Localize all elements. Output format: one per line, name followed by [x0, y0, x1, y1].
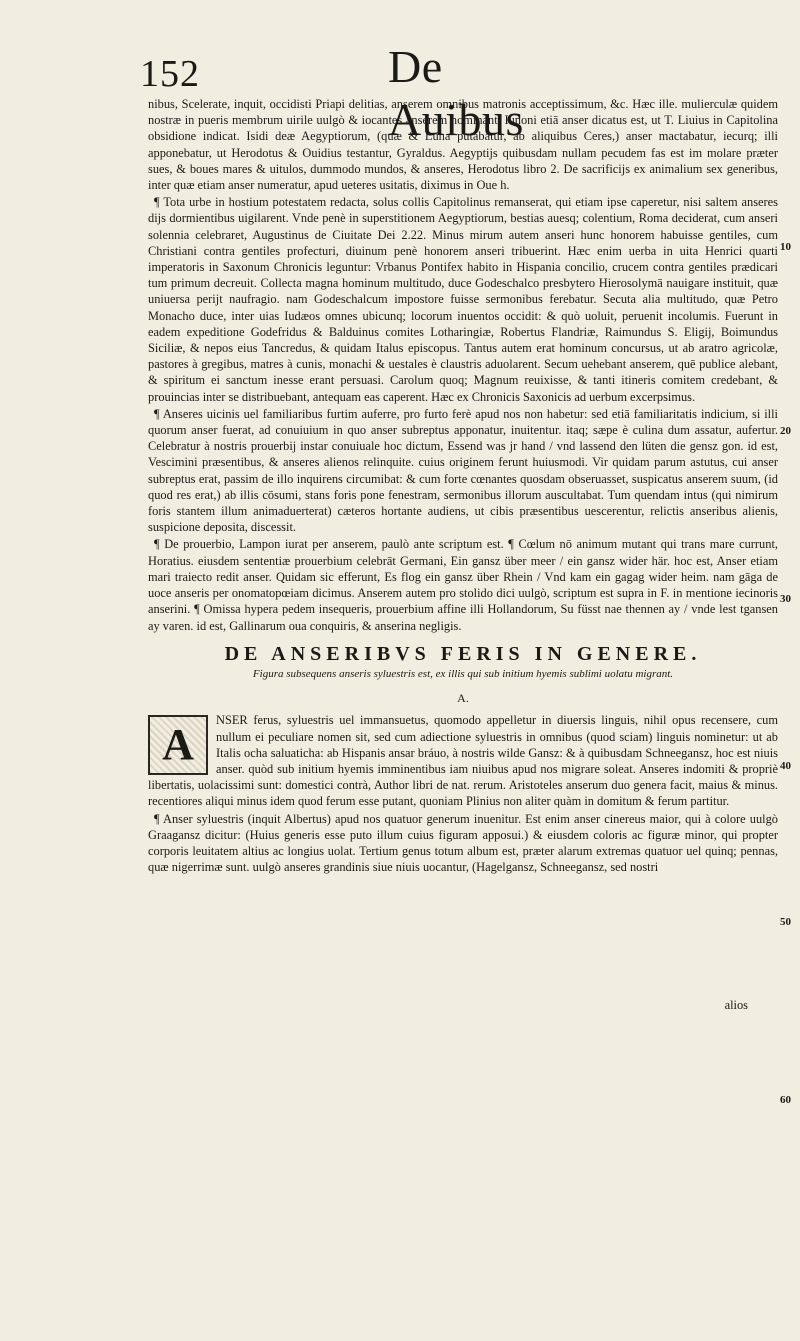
section-heading: DE ANSERIBVS FERIS IN GENERE.	[224, 642, 702, 665]
margin-number: 50	[780, 916, 791, 928]
margin-number: 40	[780, 760, 791, 772]
margin-number: 30	[780, 593, 791, 605]
paragraph: ¶ Tota urbe in hostium potestatem redacta, solus collis Capitolinus remanserat, qui etiam ipse caperetur, nisi saltem anseres dijs dormientibus uigilarent. Vnde penè in superstitionem Aegyptiorum, bestias auesq; colentium, Roma deciderat, cum anseri solennia celebraret, Augustinus de Ciuitate Dei 2.22. Minus mirum autem anseri hunc honorem habuisse gentiles, cum Christiani contra gentiles profecturi, diuinum penè honorem anseri tribuerint. Hæc enim uerba in uita Henrici quarti imperatoris in Saxonum Chronicis leguntur: Vrbanus Pontifex habito in Hispania concilio, crucem contra gentiles prædicari tum primum decreuit. Collecta magna hominum multitudo, duce Godeschalco presbytero Hierosolymā nauigare instituit, quæ uniuersa perijt naufragio. nam Godeschalcum impostore fuisse sermonibus ferebatur. Secuta alia multitudo, quæ Petro Monacho duce, inter uias Iudæos omnes ubicunq; locorum inuentos occidit: & quò uoluit, peruenit incolumis. Fuerunt in eadem expeditione Godefridus & Balduinus comites Lotharingiæ, Robertus Flandriæ, Raimundus S. Eligij, Boimundus Siciliæ, & nepos eius Tancredus, & quidam Italus episcopus. Tantus autem erat hominum concursus, ut ab aratro agricolæ, pastores à gregibus, matres à cunis, monachi & uestales è claustris aduolarent. Secum uehebant anserem, quē publice alebant, & spiritum ei sanctum inesse erant persuasi. Carolum quoq; Magnum reuixisse, & tanti itineris comitem credebant, & prouincias inter se distribuebant, antequam eas caperent. Hæc ex Chronicis Saxonicis ad uerbum excerpsimus.	[148, 195, 778, 404]
figure-label: A.	[457, 691, 469, 706]
page-header	[140, 40, 580, 145]
margin-number: 20	[780, 425, 791, 437]
paragraph: nibus, Scelerate, inquit, occidisti Priapi delitias, anserem omnibus matronis acceptissimum, &c. Hæc ille. mulierculæ quidem nostræ in pueris membrum uirile uulgò & iocantes anserem nominant. Iunoni etiā anser dicatus est, ut T. Liuius in Capitolina obsidione indicat. Isidi deæ Aegyptiorum, (quæ & Luna putabatur, ab aliquibus Ceres,) anser mactabatur, iecurq; illi apponebatur, ut Herodotus & Ouidius testantur, Gyraldus. Aegyptijs quibusdam nullam pecudem fas est im molare præter sues, & boues mares & uitulos, dummodo mundos, & anseres, Herodotus libro 2. De sacrificijs ex animalium sex generibus, inter quæ etiam anser numeratur, apud ueteres usitatis, diximus in Oue h.	[148, 97, 778, 193]
main-text	[148, 96, 778, 876]
margin-number: 60	[780, 1094, 791, 1106]
paragraph: ¶ Anser syluestris (inquit Albertus) apud nos quatuor generum inuenitur. Est enim anser cinereus maior, qui à colore uulgò Graagansz dicitur: (Huius generis esse puto illum cuius figuram apposui.) & eiusdem coloris ac figuræ minor, qui propter corporis leuitatem altius ac longius uolat. Tertium genus totum album est, præter alarum extremas quatuor uel quinq; pennas, quæ nigerrimæ sunt. uulgò anseres grandinis siue niuis uocantur, (Hagelgansz, Schneegansz, sed nostri	[148, 811, 778, 875]
paragraph: ¶ Anseres uicinis uel familiaribus furtim auferre, pro furto ferè apud nos non habetur: sed etiā familiaritatis indicium, si illi quorum anser fuerat, ad conuiuium in quo anser subreptus apponatur, inuitentur. itaq; sæpe è culina dum assatur, aufertur. Celebratur à nostris prouerbij instar conuiuale hoc dictum, Essend was jr hand / vnd lassend den lüten die gensz gon. id est, Vescimini præsentibus, & anseres alienos relinquite. cuius originem ferunt huiusmodi. Vir quidam parum astutus, cui anser subreptus erat, passim de illo inquirens circumibat: & cum forte cœnantes quosdam obseruasset, suspicatus anserem suum, (id quod res erat,) ab illis cōsumi, stans foris pone fenestram, sermonibus illorum auscultabat. Tum quendam intus (qui nimirum foris stantem illum animaduerterat) cæteros hortante audiens, ut cibis præsentibus uescerentur, relictis anseribus alienis, suspicione deposita, discessit.	[148, 406, 778, 535]
catchword: alios	[724, 998, 748, 1012]
paragraph: ¶ De prouerbio, Lampon iurat per anserem, paulò ante scriptum est. ¶ Cœlum nō animum mutant qui trans mare currunt, Horatius. eiusdem sententiæ prouerbium celebrāt Germani, Ein gansz über meer / ein gansz wider här. hoc est, Anser etiam mari traiecto redit anser. Quidam sic efferunt, Es flog ein gansz über Rhein / Vnd kam ein gagag wider heim. nam gāga de uoce anseris per onomatopœiam dicimus. Anserem autem pro stolido dici uulgò, scriptum est supra in F. in mentione iecinoris anserini. ¶ Omissa hypera pedem insequeris, prouerbium affine illi Hollandorum, Su füsst nae thennen ay / vnde lest tgansen ay varen. id est, Gallinarum oua conquiris, & anserina negligis.	[148, 537, 778, 633]
decorated-initial: A	[148, 715, 208, 775]
page-number: 152	[140, 53, 200, 95]
running-head-title: De Auibus	[388, 41, 524, 145]
figure-caption: Figura subsequens anseris syluestris est, ex illis qui sub initium hyemis sublimi uolatu migrant.	[252, 667, 674, 680]
margin-number: 10	[780, 241, 791, 253]
paragraph: NSER ferus, syluestris uel immansuetus, quomodo appelletur in diuersis linguis, nihil opus recensere, cum nullum ei peculiare nomen sit, sed cum adiectione syluestris in omnibus (quod sciam) linguis nominetur: ut ab Italis ocha saluaticha: ab Hispanis ansar bráuo, à nostris wilde Gansz: & à quibusdam Schneegansz, hoc est niuis anser. quòd sub initium hyemis imminentibus iam niuibus apud nos migrare soleat. Anseres indomiti & propriè libertatis, uolacissimi sunt: domestici contrà, Author libri de nat. rerum. Aristoteles anserum duo genera facit, maius & minus. recentiores aliqui minus idem quod ferum esse putant, quoniam Plinius non aliter quàm in domitum & ferum partitur.	[148, 713, 778, 809]
opening-paragraph	[148, 712, 778, 809]
